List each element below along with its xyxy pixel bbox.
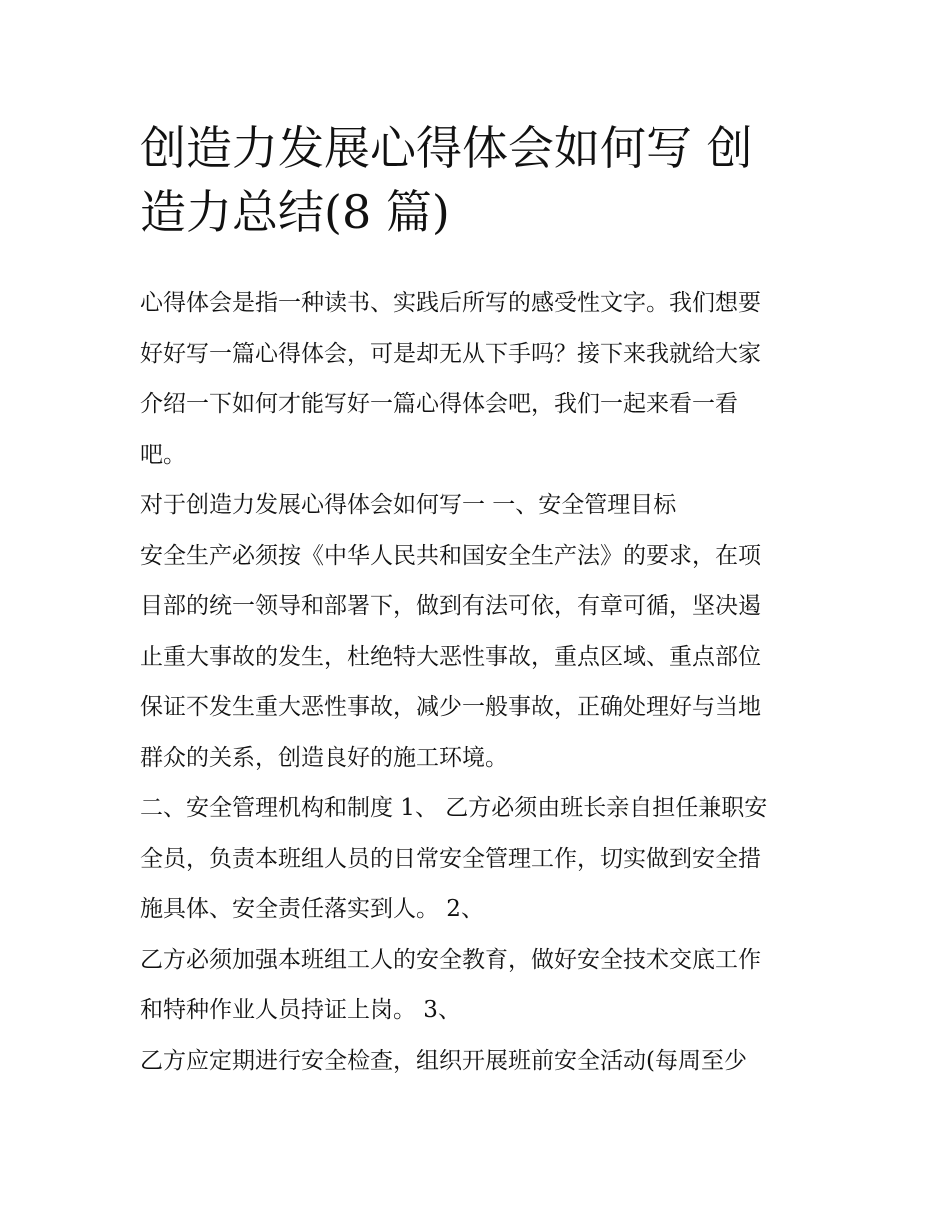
body-line: 心得体会是指一种读书、实践后所写的感受性文字。我们想要	[140, 290, 761, 316]
title-line-2: 造力总结(8 篇)	[140, 185, 450, 239]
body-line: 对于创造力发展心得体会如何写一 一、安全管理目标	[140, 492, 677, 518]
document-content	[140, 116, 820, 1086]
body-line: 全员，负责本班组人员的日常安全管理工作，切实做到安全措	[140, 845, 761, 872]
body-line: 止重大事故的发生，杜绝特大恶性事故，重点区域、重点部位	[140, 643, 761, 670]
document-title	[140, 116, 820, 244]
body-line: 乙方应定期进行安全检查，组织开展班前安全活动(每周至少	[140, 1047, 747, 1074]
body-line: 群众的关系，创造良好的施工环境。	[140, 744, 508, 771]
body-line: 介绍一下如何才能写好一篇心得体会吧，我们一起来看一看	[140, 391, 738, 417]
title-line-1: 创造力发展心得体会如何写 创	[140, 121, 753, 175]
body-line: 吧。	[140, 441, 186, 468]
body-line: 二、安全管理机构和制度 1、 乙方必须由班长亲自担任兼职安	[140, 795, 768, 821]
body-line: 施具体、安全责任落实到人。 2、	[140, 896, 484, 922]
body-line: 安全生产必须按《中华人民共和国安全生产法》的要求，在项	[140, 542, 761, 569]
body-line: 和特种作业人员持证上岗。 3、	[140, 997, 461, 1023]
body-line: 乙方必须加强本班组工人的安全教育，做好安全技术交底工作	[140, 946, 761, 973]
body-line: 保证不发生重大恶性事故，减少一般事故，正确处理好与当地	[140, 694, 761, 720]
document-body	[140, 278, 820, 1086]
body-line: 目部的统一领导和部署下，做到有法可依，有章可循，坚决遏	[140, 593, 761, 619]
body-line: 好好写一篇心得体会，可是却无从下手吗？接下来我就给大家	[140, 340, 761, 367]
